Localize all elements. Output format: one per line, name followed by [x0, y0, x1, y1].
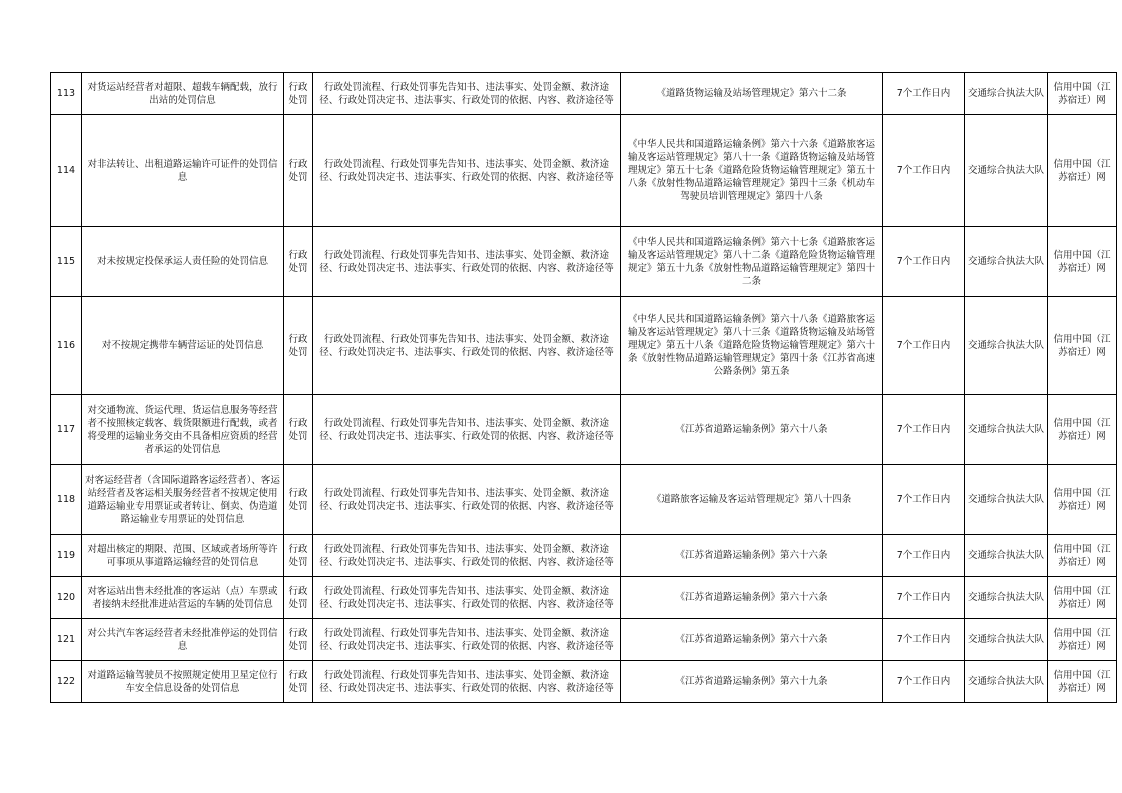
- row-number-cell: 121: [51, 619, 82, 661]
- disclosure-content-cell: 行政处罚流程、行政处罚事先告知书、违法事实、处罚金额、救济途径、行政处罚决定书、违法事实、行政处罚的依据、内容、救济途径等: [313, 577, 621, 619]
- table-row: [51, 661, 1117, 703]
- category-cell: 行政处罚: [284, 395, 313, 465]
- item-name-cell: 对客运经营者（含国际道路客运经营者）、客运站经营者及客运相关服务经营者不按规定使用道路运输业专用票证或者转让、倒卖、伪造道路运输业专用票证的处罚信息: [82, 465, 284, 535]
- item-name-cell: 对未按规定投保承运人责任险的处罚信息: [82, 227, 284, 297]
- disclosure-content-cell: 行政处罚流程、行政处罚事先告知书、违法事实、处罚金额、救济途径、行政处罚决定书、违法事实、行政处罚的依据、内容、救济途径等: [313, 115, 621, 227]
- disclosure-deadline-cell: 7个工作日内: [883, 465, 965, 535]
- legal-basis-cell: 《道路货物运输及站场管理规定》第六十二条: [621, 73, 883, 115]
- disclosure-content-cell: 行政处罚流程、行政处罚事先告知书、违法事实、处罚金额、救济途径、行政处罚决定书、违法事实、行政处罚的依据、内容、救济途径等: [313, 297, 621, 395]
- disclosure-channel-cell: 信用中国（江苏宿迁）网: [1048, 465, 1117, 535]
- item-name-cell: 对超出核定的期限、范围、区域或者场所等许可事项从事道路运输经营的处罚信息: [82, 535, 284, 577]
- category-cell: 行政处罚: [284, 73, 313, 115]
- disclosure-subject-cell: 交通综合执法大队: [965, 465, 1048, 535]
- table-row: [51, 577, 1117, 619]
- disclosure-content-cell: 行政处罚流程、行政处罚事先告知书、违法事实、处罚金额、救济途径、行政处罚决定书、违法事实、行政处罚的依据、内容、救济途径等: [313, 535, 621, 577]
- disclosure-deadline-cell: 7个工作日内: [883, 619, 965, 661]
- item-name-cell: 对非法转让、出租道路运输许可证件的处罚信息: [82, 115, 284, 227]
- disclosure-deadline-cell: 7个工作日内: [883, 395, 965, 465]
- disclosure-channel-cell: 信用中国（江苏宿迁）网: [1048, 115, 1117, 227]
- item-name-cell: 对交通物流、货运代理、货运信息服务等经营者不按照核定载客、载货限额进行配载，或者将受理的运输业务交由不具备相应资质的经营者承运的处罚信息: [82, 395, 284, 465]
- disclosure-subject-cell: 交通综合执法大队: [965, 297, 1048, 395]
- disclosure-content-cell: 行政处罚流程、行政处罚事先告知书、违法事实、处罚金额、救济途径、行政处罚决定书、违法事实、行政处罚的依据、内容、救济途径等: [313, 619, 621, 661]
- disclosure-channel-cell: 信用中国（江苏宿迁）网: [1048, 577, 1117, 619]
- category-cell: 行政处罚: [284, 661, 313, 703]
- item-name-cell: 对货运站经营者对超限、超载车辆配载，放行出站的处罚信息: [82, 73, 284, 115]
- disclosure-content-cell: 行政处罚流程、行政处罚事先告知书、违法事实、处罚金额、救济途径、行政处罚决定书、违法事实、行政处罚的依据、内容、救济途径等: [313, 661, 621, 703]
- disclosure-subject-cell: 交通综合执法大队: [965, 661, 1048, 703]
- item-name-cell: 对公共汽车客运经营者未经批准停运的处罚信息: [82, 619, 284, 661]
- legal-basis-cell: 《中华人民共和国道路运输条例》第六十八条《道路旅客运输及客运站管理规定》第八十三条《道路货物运输及站场管理规定》第五十八条《道路危险货物运输管理规定》第六十条《放射性物品道路运输管理规定》第四十条《江苏省高速公路条例》第五条: [621, 297, 883, 395]
- disclosure-deadline-cell: 7个工作日内: [883, 297, 965, 395]
- disclosure-channel-cell: 信用中国（江苏宿迁）网: [1048, 395, 1117, 465]
- disclosure-channel-cell: 信用中国（江苏宿迁）网: [1048, 619, 1117, 661]
- category-cell: 行政处罚: [284, 297, 313, 395]
- category-cell: 行政处罚: [284, 465, 313, 535]
- row-number-cell: 117: [51, 395, 82, 465]
- disclosure-subject-cell: 交通综合执法大队: [965, 73, 1048, 115]
- disclosure-content-cell: 行政处罚流程、行政处罚事先告知书、违法事实、处罚金额、救济途径、行政处罚决定书、违法事实、行政处罚的依据、内容、救济途径等: [313, 227, 621, 297]
- row-number-cell: 122: [51, 661, 82, 703]
- disclosure-deadline-cell: 7个工作日内: [883, 661, 965, 703]
- row-number-cell: 116: [51, 297, 82, 395]
- category-cell: 行政处罚: [284, 227, 313, 297]
- row-number-cell: 113: [51, 73, 82, 115]
- item-name-cell: 对不按规定携带车辆营运证的处罚信息: [82, 297, 284, 395]
- table-row: [51, 619, 1117, 661]
- disclosure-channel-cell: 信用中国（江苏宿迁）网: [1048, 73, 1117, 115]
- legal-basis-cell: 《江苏省道路运输条例》第六十六条: [621, 577, 883, 619]
- legal-basis-cell: 《中华人民共和国道路运输条例》第六十七条《道路旅客运输及客运站管理规定》第八十二条《道路危险货物运输管理规定》第五十九条《放射性物品道路运输管理规定》第四十二条: [621, 227, 883, 297]
- category-cell: 行政处罚: [284, 619, 313, 661]
- disclosure-channel-cell: 信用中国（江苏宿迁）网: [1048, 227, 1117, 297]
- legal-basis-cell: 《中华人民共和国道路运输条例》第六十六条《道路旅客运输及客运站管理规定》第八十一条《道路货物运输及站场管理规定》第五十七条《道路危险货物运输管理规定》第五十八条《放射性物品道路运输管理规定》第四十三条《机动车驾驶员培训管理规定》第四十八条: [621, 115, 883, 227]
- table-row: [51, 227, 1117, 297]
- row-number-cell: 114: [51, 115, 82, 227]
- item-name-cell: 对客运站出售未经批准的客运站（点）车票或者接纳未经批准进站营运的车辆的处罚信息: [82, 577, 284, 619]
- category-cell: 行政处罚: [284, 577, 313, 619]
- disclosure-deadline-cell: 7个工作日内: [883, 577, 965, 619]
- item-name-cell: 对道路运输驾驶员不按照规定使用卫星定位行车安全信息设备的处罚信息: [82, 661, 284, 703]
- disclosure-deadline-cell: 7个工作日内: [883, 535, 965, 577]
- category-cell: 行政处罚: [284, 115, 313, 227]
- disclosure-subject-cell: 交通综合执法大队: [965, 535, 1048, 577]
- table-row: [51, 535, 1117, 577]
- disclosure-subject-cell: 交通综合执法大队: [965, 577, 1048, 619]
- table-row: [51, 395, 1117, 465]
- table-row: [51, 73, 1117, 115]
- disclosure-table: [50, 72, 1117, 703]
- legal-basis-cell: 《道路旅客运输及客运站管理规定》第八十四条: [621, 465, 883, 535]
- disclosure-deadline-cell: 7个工作日内: [883, 115, 965, 227]
- disclosure-subject-cell: 交通综合执法大队: [965, 227, 1048, 297]
- legal-basis-cell: 《江苏省道路运输条例》第六十六条: [621, 619, 883, 661]
- table-row: [51, 465, 1117, 535]
- disclosure-subject-cell: 交通综合执法大队: [965, 395, 1048, 465]
- row-number-cell: 115: [51, 227, 82, 297]
- row-number-cell: 118: [51, 465, 82, 535]
- disclosure-content-cell: 行政处罚流程、行政处罚事先告知书、违法事实、处罚金额、救济途径、行政处罚决定书、违法事实、行政处罚的依据、内容、救济途径等: [313, 73, 621, 115]
- row-number-cell: 119: [51, 535, 82, 577]
- table-row: [51, 297, 1117, 395]
- disclosure-deadline-cell: 7个工作日内: [883, 227, 965, 297]
- disclosure-channel-cell: 信用中国（江苏宿迁）网: [1048, 297, 1117, 395]
- table-body: [51, 73, 1117, 703]
- legal-basis-cell: 《江苏省道路运输条例》第六十六条: [621, 535, 883, 577]
- disclosure-channel-cell: 信用中国（江苏宿迁）网: [1048, 535, 1117, 577]
- disclosure-deadline-cell: 7个工作日内: [883, 73, 965, 115]
- row-number-cell: 120: [51, 577, 82, 619]
- category-cell: 行政处罚: [284, 535, 313, 577]
- disclosure-channel-cell: 信用中国（江苏宿迁）网: [1048, 661, 1117, 703]
- disclosure-content-cell: 行政处罚流程、行政处罚事先告知书、违法事实、处罚金额、救济途径、行政处罚决定书、违法事实、行政处罚的依据、内容、救济途径等: [313, 395, 621, 465]
- legal-basis-cell: 《江苏省道路运输条例》第六十八条: [621, 395, 883, 465]
- disclosure-content-cell: 行政处罚流程、行政处罚事先告知书、违法事实、处罚金额、救济途径、行政处罚决定书、违法事实、行政处罚的依据、内容、救济途径等: [313, 465, 621, 535]
- table-row: [51, 115, 1117, 227]
- disclosure-subject-cell: 交通综合执法大队: [965, 619, 1048, 661]
- legal-basis-cell: 《江苏省道路运输条例》第六十九条: [621, 661, 883, 703]
- disclosure-subject-cell: 交通综合执法大队: [965, 115, 1048, 227]
